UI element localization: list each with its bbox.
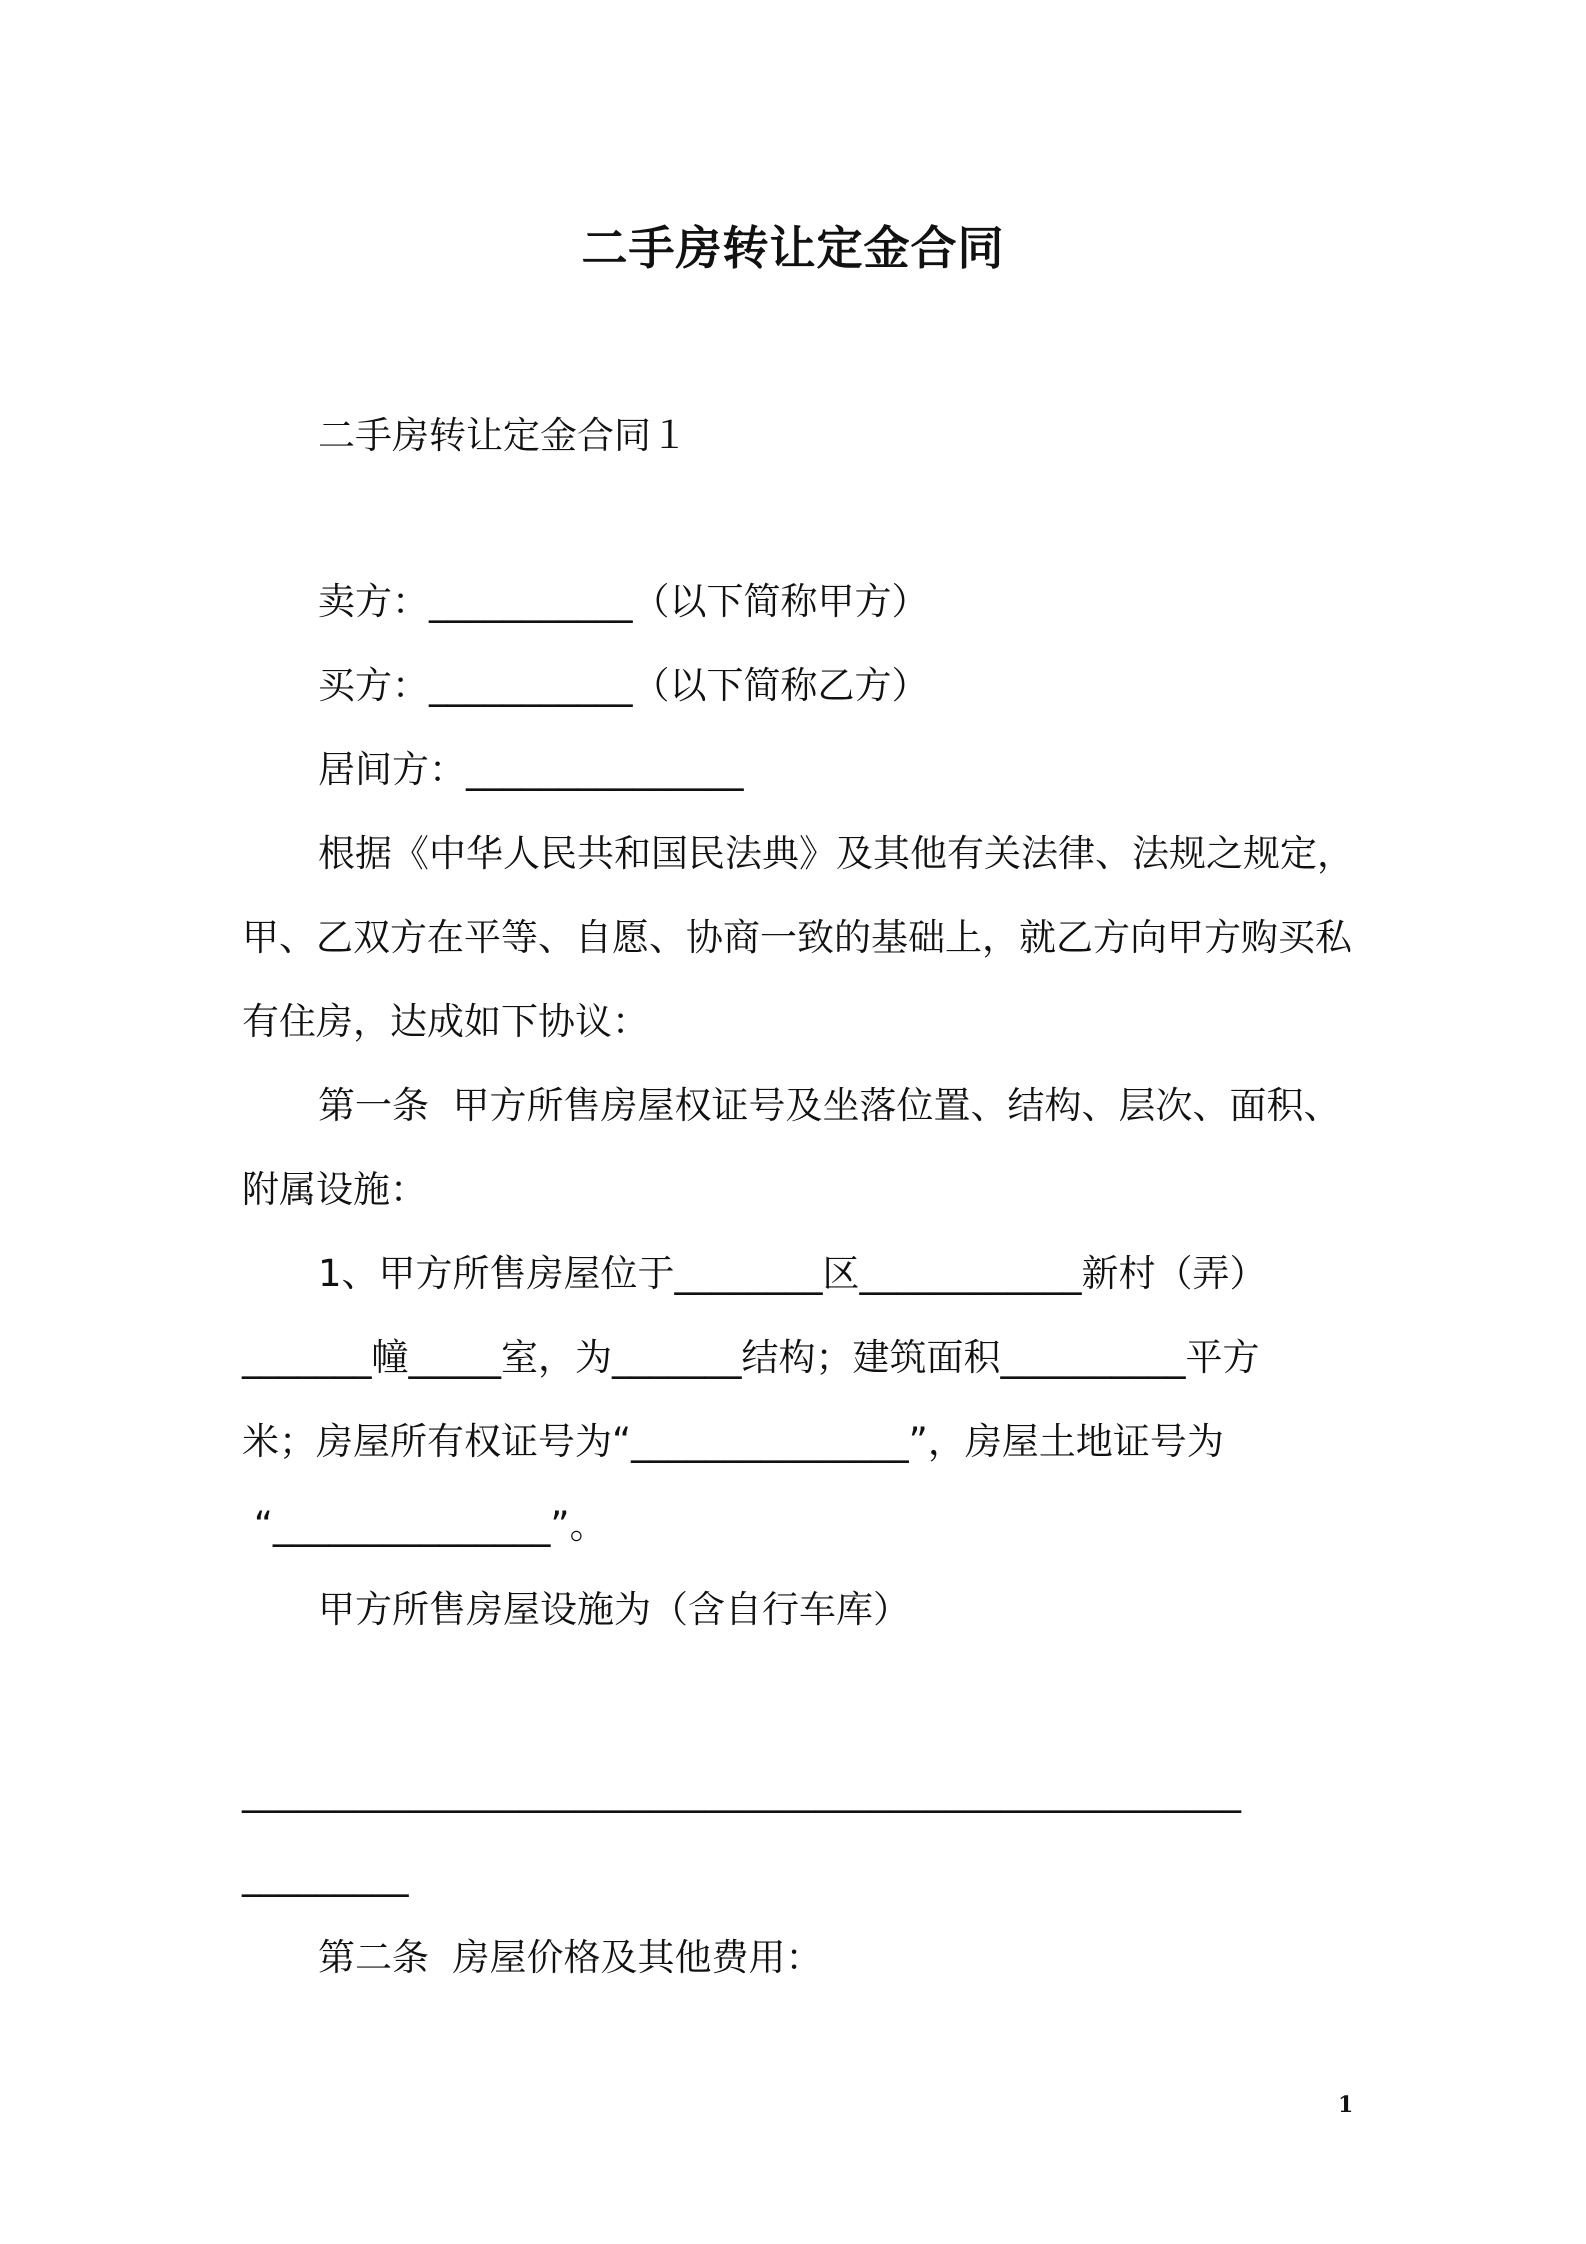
article-1-heading-cont: 附属设施： (242, 1168, 427, 1211)
article-1-heading: 第一条 甲方所售房屋权证号及坐落位置、结构、层次、面积、 (318, 1084, 1341, 1127)
page-number: 1 (1338, 2092, 1354, 2118)
agent-line: 居间方：_______________ (318, 748, 744, 791)
seller-line: 卖方：___________（以下简称甲方） (318, 580, 929, 623)
buyer-line: 买方：___________（以下简称乙方） (318, 664, 929, 707)
item-1-line: _______幢_____室，为_______结构；建筑面积__________平方 (242, 1336, 1260, 1379)
item-1-line: “_______________”。 (242, 1504, 607, 1547)
blank-short-line: _________ (242, 1854, 409, 1897)
paragraph-line: 有住房，达成如下协议： (242, 1000, 649, 1043)
paragraph-line: 根据《中华人民共和国民法典》及其他有关法律、法规之规定， (318, 832, 1354, 875)
item-1-line: 米；房屋所有权证号为“_______________”，房屋土地证号为 (242, 1420, 1224, 1463)
paragraph-line: 甲、乙双方在平等、自愿、协商一致的基础上，就乙方向甲方购买私 (242, 916, 1352, 959)
document-title: 二手房转让定金合同 (581, 221, 1005, 275)
blank-long-line: ______________________________________________________ (242, 1770, 1241, 1813)
item-1-line: 1、甲方所售房屋位于________区____________新村（弄） (318, 1252, 1267, 1295)
article-2-heading: 第二条 房屋价格及其他费用： (318, 1936, 823, 1979)
contract-subtitle: 二手房转让定金合同１ (318, 414, 688, 457)
facilities-line: 甲方所售房屋设施为（含自行车库） (318, 1588, 910, 1631)
